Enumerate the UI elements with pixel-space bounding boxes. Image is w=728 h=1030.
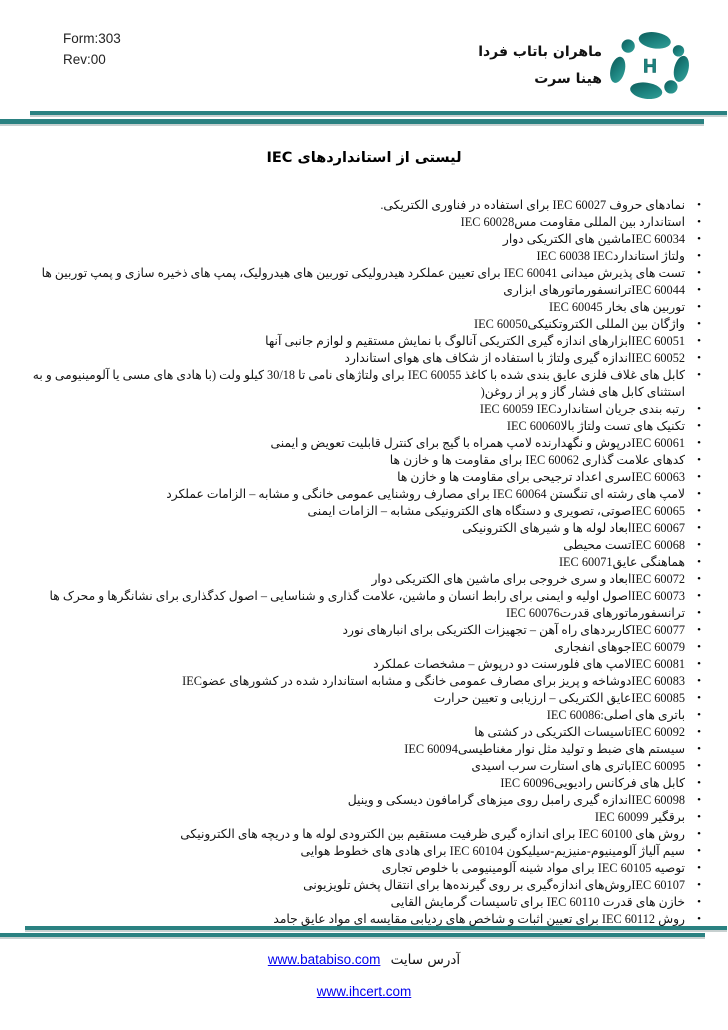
standards-list xyxy=(8,197,702,928)
page-title: لیستی از استانداردهای IEC xyxy=(266,150,462,166)
standard-list-item xyxy=(8,350,702,367)
standard-list-item xyxy=(8,554,702,571)
standard-text: IEC 60081لامپ های فلورسنت دو درپوش – مشخصات عملکرد xyxy=(373,657,685,671)
standard-list-item xyxy=(8,299,702,316)
standard-text: توصیه IEC 60105 برای مواد شینه آلومینیومی با خلوص تجاری xyxy=(381,861,685,875)
bullet-icon: • xyxy=(697,896,701,908)
standard-list-item xyxy=(8,758,702,775)
standard-list-item xyxy=(8,503,702,520)
bullet-icon: • xyxy=(697,454,701,466)
standard-text: IEC 60072ابعاد و سری خروجی برای ماشین های الکتریکی دوار xyxy=(371,572,685,586)
bullet-icon: • xyxy=(697,420,701,432)
bullet-icon: • xyxy=(697,573,701,585)
bullet-icon: • xyxy=(697,828,701,840)
standard-text: IEC 60079جوهای انفجاری xyxy=(554,640,685,654)
company-logo xyxy=(602,28,698,104)
standard-list-item xyxy=(8,401,702,418)
bullet-icon: • xyxy=(697,369,701,381)
standard-text: تکنیک های تست ولتاژ بالاIEC 60060 xyxy=(506,419,685,433)
standard-list-item xyxy=(8,605,702,622)
standard-list-item xyxy=(8,843,702,860)
standard-list-item xyxy=(8,537,702,554)
standard-list-item xyxy=(8,724,702,741)
standard-list-item xyxy=(8,316,702,333)
standard-list-item xyxy=(8,367,702,401)
ihcert-link[interactable]: www.ihcert.com xyxy=(316,984,412,999)
standard-text: روش های IEC 60100 برای اندازه گیری ظرفیت مستقیم بین الکترودی لوله ها و دریچه های الکترونیکی xyxy=(180,827,685,841)
document-header xyxy=(63,28,698,104)
bullet-icon: • xyxy=(697,675,701,687)
company-name-line2: هینا سرت xyxy=(534,71,602,87)
standard-list-item xyxy=(8,231,702,248)
logo-icon xyxy=(602,28,698,104)
bullet-icon: • xyxy=(697,845,701,857)
standard-text: ولتاژ استانداردIEC 60038 IEC xyxy=(536,249,685,263)
standard-text: سیستم های ضبط و تولید مثل نوار مغناطیسیIEC 60094 xyxy=(404,742,685,756)
standard-list-item xyxy=(8,333,702,350)
bullet-icon: • xyxy=(697,403,701,415)
bullet-icon: • xyxy=(697,913,701,925)
standard-text: IEC 60092تاسیسات الکتریکی در کشتی ها xyxy=(474,725,685,739)
standard-text: واژگان بین المللی الکتروتکنیکیIEC 60050 xyxy=(474,317,685,331)
standard-text: لامپ های رشته ای تنگستن IEC 60064 برای مصارف روشنایی عمومی خانگی و مشابه – الزامات عملکرد xyxy=(166,487,685,501)
standard-text: IEC 60061درپوش و نگهدارنده لامپ همراه با گیج برای کنترل قابلیت تعویض و ایمنی xyxy=(270,436,685,450)
bullet-icon: • xyxy=(697,556,701,568)
bullet-icon: • xyxy=(697,777,701,789)
standard-text: IEC 60065صوتی، تصویری و دستگاه های الکترونیکی مشابه – الزامات ایمنی xyxy=(307,504,685,518)
standard-list-item xyxy=(8,588,702,605)
bullet-icon: • xyxy=(697,709,701,721)
bullet-icon: • xyxy=(697,624,701,636)
bullet-icon: • xyxy=(697,437,701,449)
standard-list-item xyxy=(8,656,702,673)
bullet-icon: • xyxy=(697,879,701,891)
bullet-icon: • xyxy=(697,301,701,313)
bullet-icon: • xyxy=(697,267,701,279)
bullet-icon: • xyxy=(697,794,701,806)
site-address-line xyxy=(0,952,728,968)
bullet-icon: • xyxy=(697,216,701,228)
standard-list-item xyxy=(8,673,702,690)
standard-text: IEC 60067ابعاد لوله ها و شیرهای الکترونیکی xyxy=(462,521,685,535)
standard-list-item xyxy=(8,197,702,214)
standard-list-item xyxy=(8,520,702,537)
standard-text: توربین های بخار IEC 60045 xyxy=(549,300,685,314)
standard-text: IEC 60077کاربردهای راه آهن – تجهیزات الکتریکی برای انبارهای نورد xyxy=(342,623,685,637)
bullet-icon: • xyxy=(697,692,701,704)
bullet-icon: • xyxy=(697,488,701,500)
standard-text: خازن های قدرت IEC 60110 برای تاسیسات گرمایش القایی xyxy=(390,895,685,909)
site-address-line2 xyxy=(0,984,728,999)
standard-text: نمادهای حروف IEC 60027 برای استفاده در فناوری الکتریکی. xyxy=(380,198,685,212)
bullet-icon: • xyxy=(697,522,701,534)
company-name-line1: ماهران باتاب فردا xyxy=(478,44,602,60)
standard-text: IEC 60068تست محیطی xyxy=(563,538,685,552)
standard-text: کدهای علامت گذاری IEC 60062 برای مقاومت ها و خازن ها xyxy=(389,453,685,467)
standard-list-item xyxy=(8,860,702,877)
standard-text: IEC 60052اندازه گیری ولتاژ با استفاده از شکاف های هوای استاندارد xyxy=(344,351,685,365)
bullet-icon: • xyxy=(697,233,701,245)
standard-text: IEC 60073اصول اولیه و ایمنی برای رابط انسان و ماشین، علامت گذاری و شناسایی – اصول کدگذاری برای نشانگرها و محرک ها xyxy=(49,589,685,603)
footer-rule-upper xyxy=(25,926,727,930)
company-brand xyxy=(470,28,698,104)
standard-list-item xyxy=(8,435,702,452)
bullet-icon: • xyxy=(697,590,701,602)
standard-text: استاندارد بین المللی مقاومت مسIEC 60028 xyxy=(460,215,685,229)
site-address-label: آدرس سایت xyxy=(390,952,461,968)
bullet-icon: • xyxy=(697,658,701,670)
bullet-icon: • xyxy=(697,471,701,483)
bullet-icon: • xyxy=(697,505,701,517)
standard-text: IEC 60095باتری های استارت سرب اسیدی xyxy=(471,759,685,773)
standard-list-item xyxy=(8,690,702,707)
standard-list-item xyxy=(8,622,702,639)
standard-text: رتبه بندی جریان استانداردIEC 60059 IEC xyxy=(479,402,685,416)
standard-list-item xyxy=(8,707,702,724)
standard-list-item xyxy=(8,775,702,792)
standard-list-item xyxy=(8,452,702,469)
standard-list-item xyxy=(8,894,702,911)
standard-list-item xyxy=(8,571,702,588)
standard-text: IEC 60085عایق الکتریکی – ارزیابی و تعیین حرارت xyxy=(433,691,685,705)
standard-text: باتری های اصلی:IEC 60086 xyxy=(546,708,685,722)
batabiso-link[interactable]: www.batabiso.com xyxy=(267,952,381,967)
bullet-icon: • xyxy=(697,607,701,619)
standard-list-item xyxy=(8,265,702,282)
standard-text: برقگیر IEC 60099 xyxy=(594,810,685,824)
standard-list-item xyxy=(8,418,702,435)
standard-list-item xyxy=(8,877,702,894)
standard-list-item xyxy=(8,469,702,486)
header-rule-lower xyxy=(0,119,704,124)
standard-list-item xyxy=(8,248,702,265)
standard-text: IEC 60083دوشاخه و پریز برای مصارف عمومی خانگی و مشابه استاندارد شده در کشورهای عضوIEC xyxy=(182,674,685,688)
standard-text: روش IEC 60112 برای تعیین اثبات و شاخص های ردیابی مقایسه ای مواد عایق جامد xyxy=(273,912,685,926)
standard-list-item xyxy=(8,826,702,843)
standard-text: IEC 60034ماشین های الکتریکی دوار xyxy=(502,232,685,246)
bullet-icon: • xyxy=(697,352,701,364)
bullet-icon: • xyxy=(697,284,701,296)
standard-list-item xyxy=(8,486,702,503)
standard-text: IEC 60051ابزارهای اندازه گیری الکتریکی آنالوگ با نمایش مستقیم و لوازم جانبی آنها xyxy=(265,334,685,348)
standard-text: IEC 60044ترانسفورماتورهای ابزاری xyxy=(503,283,685,297)
standard-list-item xyxy=(8,214,702,231)
revision-number: Rev:00 xyxy=(63,52,106,67)
bullet-icon: • xyxy=(697,250,701,262)
bullet-icon: • xyxy=(697,199,701,211)
bullet-icon: • xyxy=(697,726,701,738)
bullet-icon: • xyxy=(697,641,701,653)
standard-list-item xyxy=(8,639,702,656)
bullet-icon: • xyxy=(697,318,701,330)
bullet-icon: • xyxy=(697,743,701,755)
standard-text: IEC 60107روش‌های اندازه‌گیری بر روی گیرنده‌ها برای انتقال پخش تلویزیونی xyxy=(303,878,685,892)
standard-text: IEC 60098اندازه گیری رامبل روی میزهای گرامافون دیسکی و وینیل xyxy=(347,793,685,807)
standard-list-item xyxy=(8,282,702,299)
bullet-icon: • xyxy=(697,335,701,347)
standard-text: کابل های فرکانس رادیوییIEC 60096 xyxy=(500,776,685,790)
logo-letter-h: H xyxy=(643,56,657,78)
form-info-block xyxy=(63,28,121,70)
standard-list-item xyxy=(8,809,702,826)
standard-list-item xyxy=(8,741,702,758)
bullet-icon: • xyxy=(697,539,701,551)
standard-text: تست های پذیرش میدانی IEC 60041 برای تعیین عملکرد هیدرولیکی توربین های هیدرولیک، پمپ های ذخیره سازی و پمپ توربین ها xyxy=(41,266,685,280)
bullet-icon: • xyxy=(697,862,701,874)
standard-text: کابل های غلاف فلزی عایق بندی شده با کاغذ IEC 60055 برای ولتاژهای نامی تا 30/18 کیلو ولت (با هادی های مسی یا آلومینیومی و به استثنای کابل های فشار گاز و پر از روغن( xyxy=(32,368,685,399)
standard-text: ترانسفورماتورهای قدرتIEC 60076 xyxy=(506,606,685,620)
standard-text: IEC 60063سری اعداد ترجیحی برای مقاومت ها و خازن ها xyxy=(397,470,685,484)
header-rule-upper xyxy=(30,111,727,115)
bullet-icon: • xyxy=(697,760,701,772)
standard-list-item xyxy=(8,792,702,809)
standard-text: هماهنگی عایقIEC 60071 xyxy=(558,555,685,569)
footer-rule-lower xyxy=(0,933,705,937)
company-names xyxy=(478,39,602,93)
form-number: Form:303 xyxy=(63,31,121,46)
standard-text: سیم آلیاژ آلومینیوم-منیزیم-سیلیکون IEC 60104 برای هادی های خطوط هوایی xyxy=(300,844,685,858)
bullet-icon: • xyxy=(697,811,701,823)
